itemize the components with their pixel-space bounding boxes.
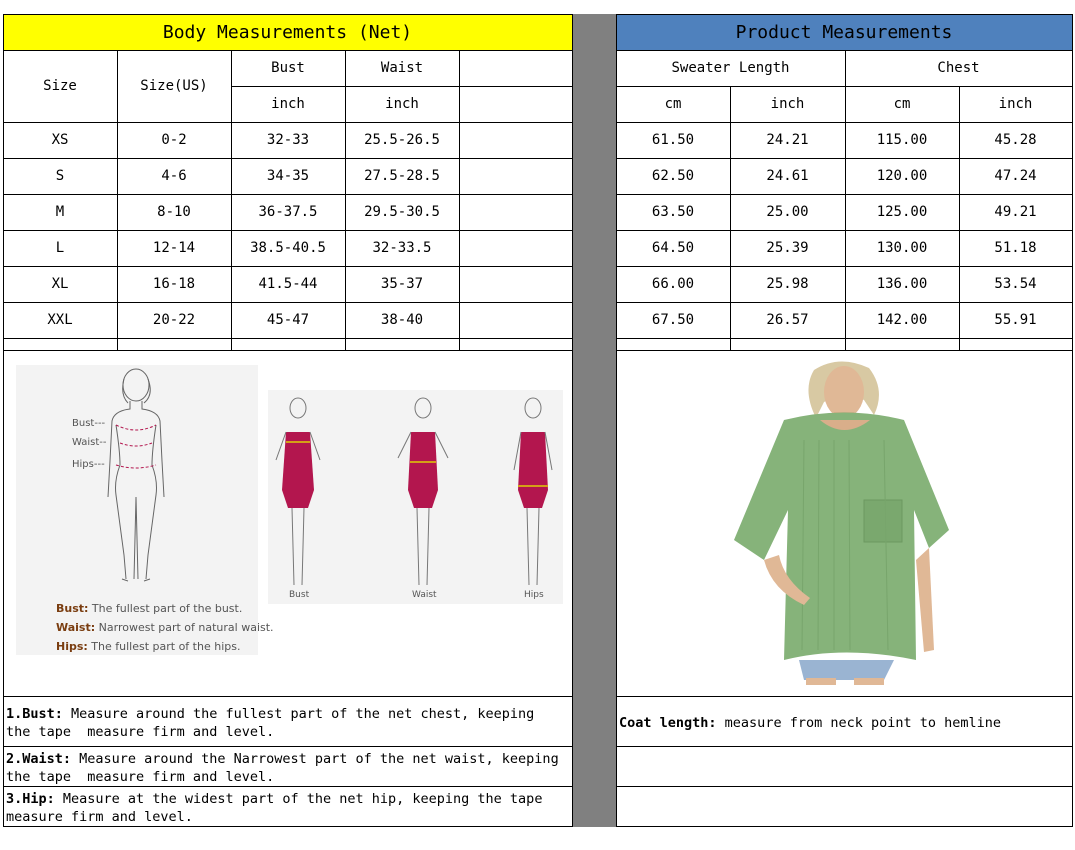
cell-chest-cm: 130.00 — [876, 240, 928, 256]
cell-length-cm: 62.50 — [651, 168, 695, 184]
cell-chest-cm: 136.00 — [876, 276, 928, 292]
cell-size-us: 8-10 — [157, 204, 191, 220]
note-coat-text: measure from neck point to hemline — [716, 715, 1002, 731]
col-size-us: Size(US) — [140, 78, 208, 94]
cell-length-inch: 25.98 — [766, 276, 809, 292]
legend-hips-term: Hips: — [56, 640, 88, 653]
cell-chest-cm: 115.00 — [876, 132, 928, 148]
cell-waist: 25.5-26.5 — [364, 132, 440, 148]
cell-size-us: 20-22 — [152, 312, 196, 328]
figure-label-waist: Waist-- — [72, 437, 107, 448]
legend-bust-term: Bust: — [56, 602, 89, 615]
note-waist-text-2: the tape measure firm and level. — [6, 769, 275, 785]
col-length-cm: cm — [664, 96, 682, 112]
legend-waist-term: Waist: — [56, 621, 96, 634]
note-coat-length — [619, 714, 1001, 732]
cell-chest-inch: 53.54 — [994, 276, 1037, 292]
cell-size-us: 4-6 — [161, 168, 187, 184]
sweater-model-icon — [724, 360, 954, 685]
cell-size-us: 16-18 — [152, 276, 196, 292]
product-measurements-title: Product Measurements — [735, 21, 953, 43]
cell-chest-cm: 125.00 — [876, 204, 928, 220]
legend-hips-desc: The fullest part of the hips. — [91, 640, 241, 653]
cell-waist: 29.5-30.5 — [364, 204, 440, 220]
cell-length-cm: 66.00 — [651, 276, 695, 292]
cell-chest-inch: 47.24 — [994, 168, 1037, 184]
col-chest-cm: cm — [893, 96, 911, 112]
cell-bust: 32-33 — [266, 132, 310, 148]
cell-chest-cm: 120.00 — [876, 168, 928, 184]
cell-length-inch: 25.00 — [766, 204, 809, 220]
col-waist-unit: inch — [385, 96, 419, 112]
note-hip-term: 3.Hip: — [6, 791, 55, 807]
dress-label-hips: Hips — [524, 590, 544, 600]
col-waist: Waist — [380, 60, 424, 76]
col-bust: Bust — [271, 60, 305, 76]
cell-size-us: 12-14 — [152, 240, 196, 256]
cell-waist: 38-40 — [380, 312, 424, 328]
cell-bust: 34-35 — [266, 168, 310, 184]
cell-size-us: 0-2 — [161, 132, 187, 148]
col-size: Size — [43, 78, 77, 94]
cell-chest-inch: 55.91 — [994, 312, 1037, 328]
cell-length-cm: 64.50 — [651, 240, 695, 256]
col-length-inch: inch — [770, 96, 805, 112]
cell-chest-inch: 45.28 — [994, 132, 1037, 148]
cell-chest-inch: 49.21 — [994, 204, 1037, 220]
body-outline-icon — [16, 365, 258, 595]
cell-chest-cm: 142.00 — [876, 312, 928, 328]
cell-size: L — [55, 240, 65, 256]
col-sweater-length: Sweater Length — [671, 60, 790, 76]
cell-length-cm: 61.50 — [651, 132, 695, 148]
legend-hips — [56, 640, 240, 653]
col-chest: Chest — [937, 60, 980, 76]
cell-waist: 35-37 — [380, 276, 424, 292]
cell-chest-inch: 51.18 — [994, 240, 1037, 256]
note-waist — [6, 750, 559, 786]
figure-label-hips: Hips--- — [72, 459, 105, 470]
cell-size: M — [55, 204, 65, 220]
cell-waist: 27.5-28.5 — [364, 168, 440, 184]
legend-waist — [56, 621, 274, 634]
cell-bust: 41.5-44 — [258, 276, 318, 292]
note-hip — [6, 790, 542, 826]
cell-waist: 32-33.5 — [372, 240, 432, 256]
col-chest-inch: inch — [998, 96, 1033, 112]
cell-size: XXL — [47, 312, 73, 328]
cell-length-inch: 26.57 — [766, 312, 809, 328]
cell-length-inch: 24.21 — [766, 132, 809, 148]
note-waist-term: 2.Waist: — [6, 751, 72, 767]
legend-bust — [56, 602, 242, 615]
cell-bust: 45-47 — [266, 312, 310, 328]
note-hip-text: Measure at the widest part of the net hip, keeping the tape — [54, 791, 543, 807]
product-photo — [724, 360, 954, 685]
dress-measure-panel — [268, 390, 563, 604]
cell-size: XS — [51, 132, 69, 148]
cell-length-cm: 63.50 — [651, 204, 695, 220]
dress-label-bust: Bust — [289, 590, 310, 600]
cell-size: XL — [51, 276, 69, 292]
cell-length-inch: 24.61 — [766, 168, 809, 184]
note-hip-text-2: measure firm and level. — [6, 809, 193, 825]
dress-figures-icon — [268, 390, 563, 590]
legend-waist-desc: Narrowest part of natural waist. — [98, 621, 274, 634]
cell-bust: 38.5-40.5 — [250, 240, 326, 256]
note-bust-term: 1.Bust: — [6, 706, 63, 722]
dress-label-waist: Waist — [412, 590, 437, 600]
cell-length-inch: 25.39 — [766, 240, 809, 256]
note-bust-text-2: the tape measure firm and level. — [6, 724, 275, 740]
cell-length-cm: 67.50 — [651, 312, 695, 328]
cell-size: S — [55, 168, 65, 184]
note-bust-text: Measure around the fullest part of the net chest, keeping — [62, 706, 535, 722]
gray-divider-column — [572, 14, 616, 827]
legend-bust-desc: The fullest part of the bust. — [91, 602, 243, 615]
note-waist-text: Measure around the Narrowest part of the net waist, keeping — [71, 751, 559, 767]
note-bust — [6, 705, 534, 741]
note-coat-term: Coat length: — [619, 715, 717, 731]
col-bust-unit: inch — [271, 96, 305, 112]
body-measurements-title: Body Measurements (Net) — [162, 21, 413, 43]
figure-label-bust: Bust--- — [72, 418, 106, 429]
body-figure-panel — [16, 365, 274, 655]
cell-bust: 36-37.5 — [258, 204, 318, 220]
